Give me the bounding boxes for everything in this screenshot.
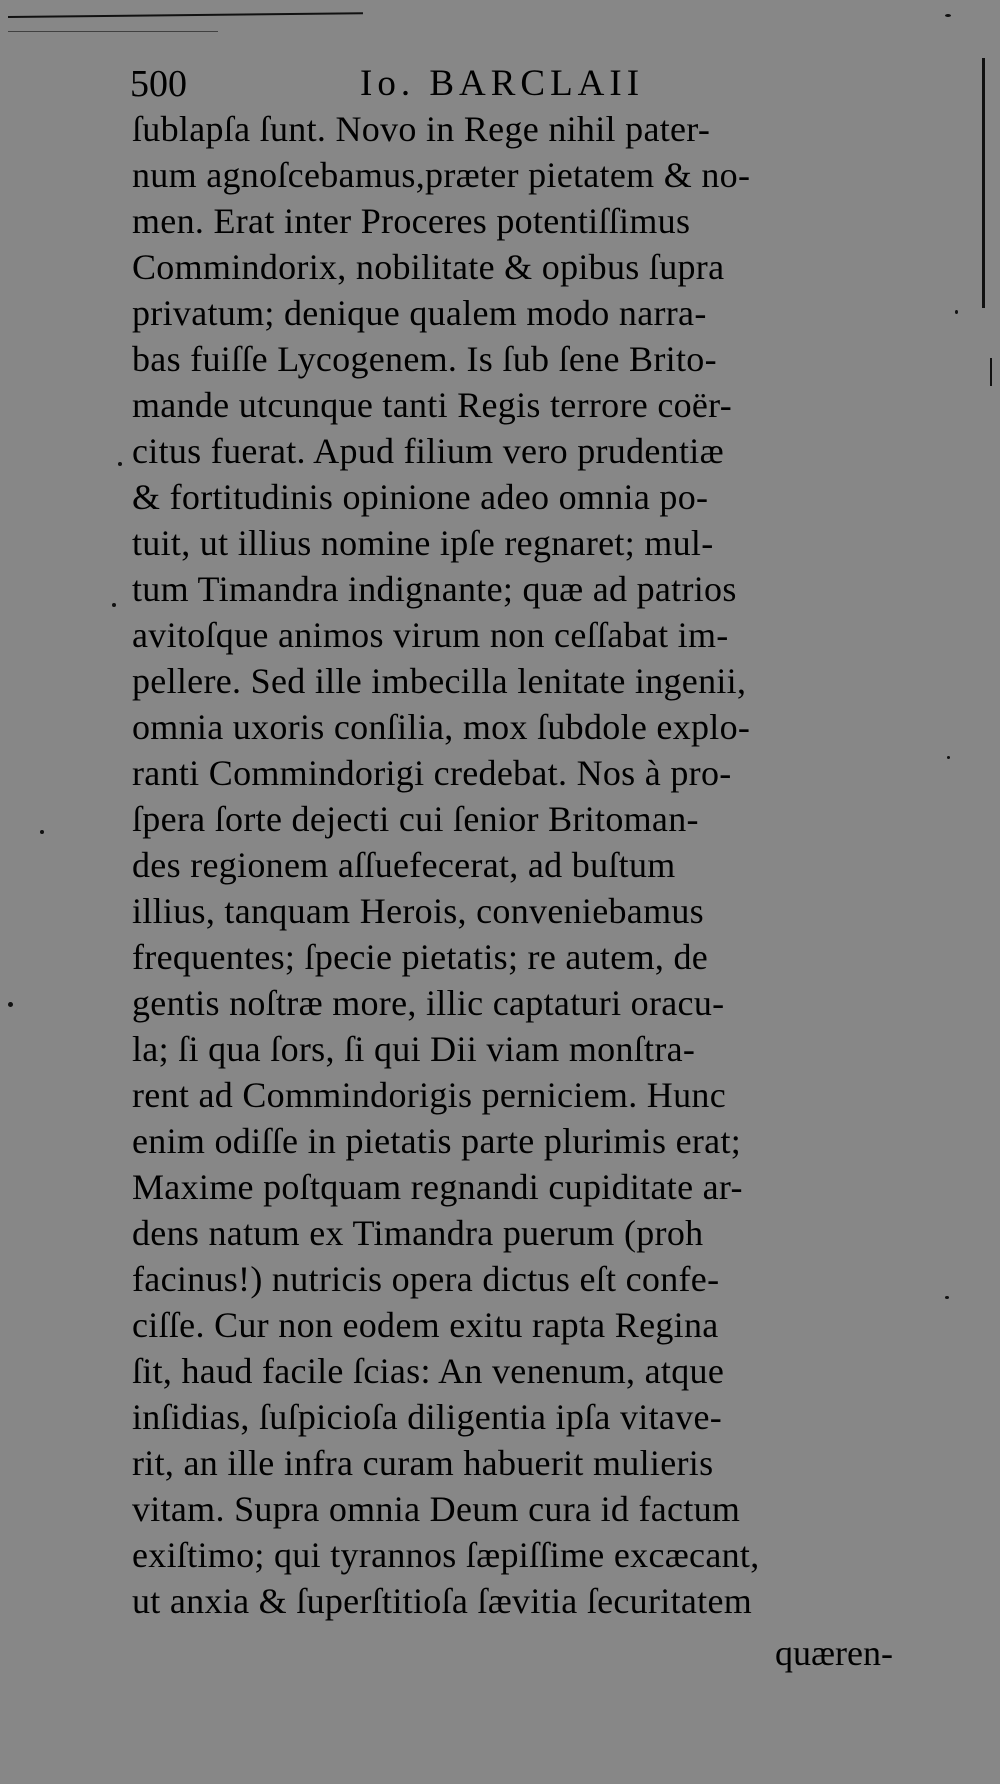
top-border-rule — [8, 12, 363, 18]
text-line: inſidias, ſuſpicioſa diligentia ipſa vitave- — [132, 1397, 723, 1437]
text-line: ſpera ſorte dejecti cui ſenior Britoman- — [132, 799, 699, 839]
text-line: frequentes; ſpecie pietatis; re autem, de — [132, 937, 709, 977]
right-margin-mark — [990, 358, 992, 386]
ink-speck — [8, 1002, 13, 1007]
ink-speck — [955, 310, 958, 314]
top-border-rule-secondary — [8, 31, 218, 32]
text-line: exiſtimo; qui tyrannos ſæpiſſime excæcant, — [132, 1535, 760, 1575]
text-line: ſit, haud facile ſcias: An venenum, atque — [132, 1351, 725, 1391]
text-line: la; ſi qua ſors, ſi qui Dii viam monſtra- — [132, 1029, 696, 1069]
text-line: ciſſe. Cur non eodem exitu rapta Regina — [132, 1305, 719, 1345]
text-line: vitam. Supra omnia Deum cura id factum — [132, 1489, 741, 1529]
text-line: gentis noſtræ more, illic captaturi oracu- — [132, 983, 725, 1023]
text-line: enim odiſſe in pietatis parte plurimis erat; — [132, 1121, 742, 1161]
text-line: bas fuiſſe Lycogenem. Is ſub ſene Brito- — [132, 339, 717, 379]
running-title: Io. BARCLAII — [360, 63, 645, 104]
body-text — [132, 106, 932, 1624]
text-line: tum Timandra indignante; quæ ad patrios — [132, 569, 737, 609]
ink-speck — [945, 1296, 949, 1299]
text-line: des regionem aſſuefecerat, ad buſtum — [132, 845, 676, 885]
text-line: rent ad Commindorigis perniciem. Hunc — [132, 1075, 726, 1115]
text-line: rit, an ille infra curam habuerit mulieris — [132, 1443, 714, 1483]
text-line: omnia uxoris conſilia, mox ſubdole explo- — [132, 707, 751, 747]
text-line: & fortitudinis opinione adeo omnia po- — [132, 477, 709, 517]
text-line: num agnoſcebamus,præter pietatem & no- — [132, 155, 751, 195]
text-line: facinus!) nutricis opera dictus eſt confe- — [132, 1259, 720, 1299]
ink-speck — [118, 462, 122, 466]
text-line: citus fuerat. Apud filium vero prudentiæ — [132, 431, 724, 471]
text-line: ranti Commindorigi credebat. Nos à pro- — [132, 753, 732, 793]
text-line: pellere. Sed ille imbecilla lenitate ingenii, — [132, 661, 747, 701]
text-line: ut anxia & ſuperſtitioſa ſævitia ſecuritatem — [132, 1581, 753, 1621]
running-head — [120, 56, 820, 112]
text-line: Commindorix, nobilitate & opibus ſupra — [132, 247, 725, 287]
text-line: illius, tanquam Herois, conveniebamus — [132, 891, 704, 931]
right-margin-rule — [982, 58, 985, 308]
text-line: ſublapſa ſunt. Novo in Rege nihil pater- — [132, 109, 711, 149]
text-line: Maxime poſtquam regnandi cupiditate ar- — [132, 1167, 743, 1207]
text-line: men. Erat inter Proceres potentiſſimus — [132, 201, 691, 241]
text-line: mande utcunque tanti Regis terrore coër- — [132, 385, 733, 425]
text-line: privatum; denique qualem modo narra- — [132, 293, 707, 333]
page-number: 500 — [130, 63, 187, 105]
text-line: dens natum ex Timandra puerum (proh — [132, 1213, 704, 1253]
ink-speck — [947, 756, 950, 759]
catchword: quæren- — [775, 1633, 893, 1673]
ink-speck — [40, 830, 44, 834]
text-line: avitoſque animos virum non ceſſabat im- — [132, 615, 729, 655]
ink-speck — [112, 603, 116, 607]
ink-speck — [945, 14, 951, 17]
text-line: tuit, ut illius nomine ipſe regnaret; mul- — [132, 523, 714, 563]
